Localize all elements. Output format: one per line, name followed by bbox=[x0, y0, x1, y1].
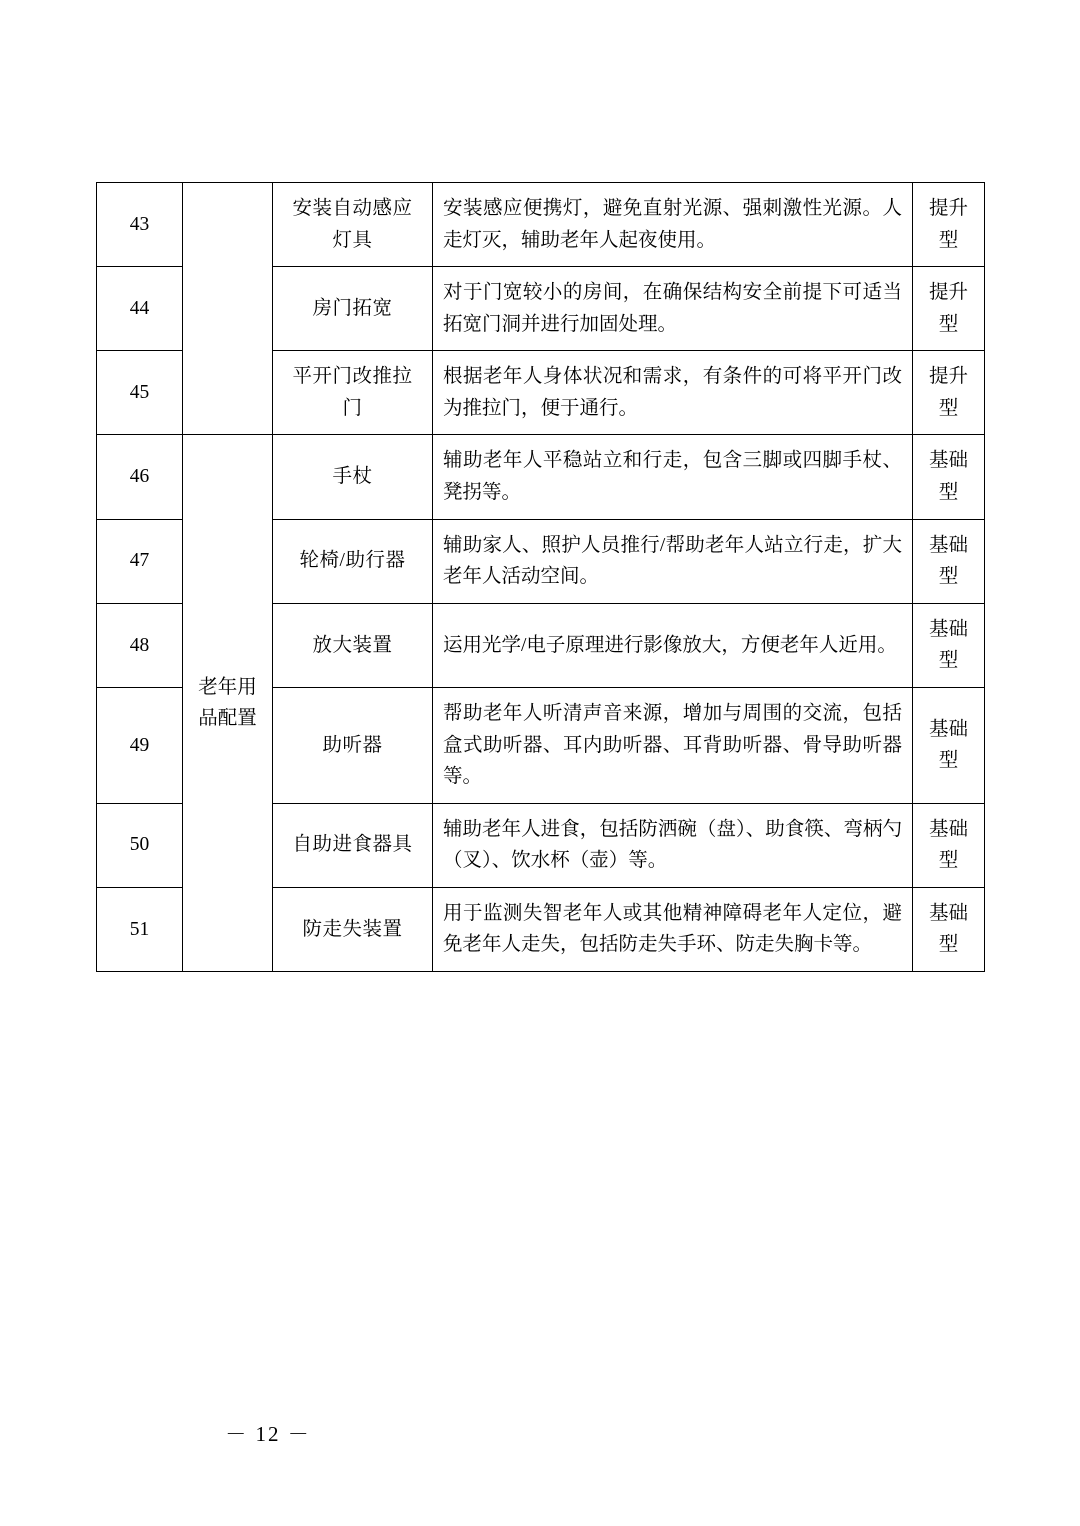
row-number: 43 bbox=[97, 183, 183, 267]
row-number: 49 bbox=[97, 687, 183, 803]
item-type: 提升型 bbox=[913, 267, 985, 351]
item-name: 手杖 bbox=[273, 435, 433, 519]
table-row bbox=[97, 183, 985, 267]
item-type: 基础型 bbox=[913, 435, 985, 519]
row-number: 46 bbox=[97, 435, 183, 519]
category-cell-empty bbox=[183, 183, 273, 435]
item-name: 安装自动感应灯具 bbox=[273, 183, 433, 267]
item-description: 对于门宽较小的房间，在确保结构安全前提下可适当拓宽门洞并进行加固处理。 bbox=[433, 267, 913, 351]
item-name: 自助进食器具 bbox=[273, 803, 433, 887]
row-number: 51 bbox=[97, 887, 183, 971]
item-name: 放大装置 bbox=[273, 603, 433, 687]
row-number: 45 bbox=[97, 351, 183, 435]
item-type: 基础型 bbox=[913, 803, 985, 887]
table-row bbox=[97, 435, 985, 519]
table bbox=[96, 182, 985, 972]
retrofit-items-table bbox=[96, 182, 984, 972]
item-type: 基础型 bbox=[913, 687, 985, 803]
item-name: 平开门改推拉门 bbox=[273, 351, 433, 435]
item-name: 助听器 bbox=[273, 687, 433, 803]
item-description: 根据老年人身体状况和需求，有条件的可将平开门改为推拉门，便于通行。 bbox=[433, 351, 913, 435]
item-type: 基础型 bbox=[913, 519, 985, 603]
item-type: 提升型 bbox=[913, 351, 985, 435]
item-name: 轮椅/助行器 bbox=[273, 519, 433, 603]
row-number: 47 bbox=[97, 519, 183, 603]
item-description: 用于监测失智老年人或其他精神障碍老年人定位，避免老年人走失，包括防走失手环、防走失胸卡等。 bbox=[433, 887, 913, 971]
row-number: 44 bbox=[97, 267, 183, 351]
item-name: 房门拓宽 bbox=[273, 267, 433, 351]
category-cell: 老年用品配置 bbox=[183, 435, 273, 972]
item-description: 辅助家人、照护人员推行/帮助老年人站立行走，扩大老年人活动空间。 bbox=[433, 519, 913, 603]
row-number: 50 bbox=[97, 803, 183, 887]
item-type: 基础型 bbox=[913, 887, 985, 971]
row-number: 48 bbox=[97, 603, 183, 687]
page-number: － 12 － bbox=[225, 1422, 311, 1446]
item-type: 基础型 bbox=[913, 603, 985, 687]
item-description: 辅助老年人平稳站立和行走，包含三脚或四脚手杖、凳拐等。 bbox=[433, 435, 913, 519]
item-description: 安装感应便携灯，避免直射光源、强刺激性光源。人走灯灭，辅助老年人起夜使用。 bbox=[433, 183, 913, 267]
item-description: 运用光学/电子原理进行影像放大，方便老年人近用。 bbox=[433, 603, 913, 687]
item-description: 辅助老年人进食，包括防洒碗（盘）、助食筷、弯柄勺（叉）、饮水杯（壶）等。 bbox=[433, 803, 913, 887]
item-type: 提升型 bbox=[913, 183, 985, 267]
item-description: 帮助老年人听清声音来源，增加与周围的交流，包括盒式助听器、耳内助听器、耳背助听器、骨导助听器等。 bbox=[433, 687, 913, 803]
item-name: 防走失装置 bbox=[273, 887, 433, 971]
